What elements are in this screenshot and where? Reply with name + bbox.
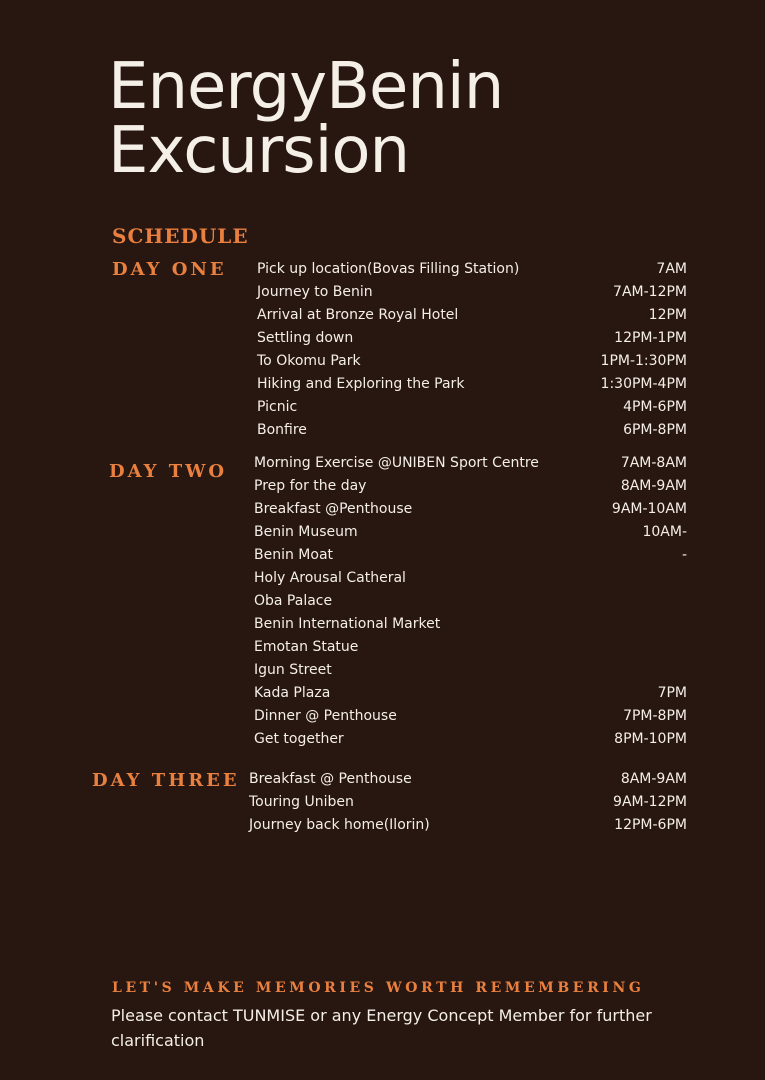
schedule-row [254, 659, 687, 682]
schedule-activity: Dinner @ Penthouse [254, 708, 397, 724]
schedule-time: 10AM- [642, 524, 687, 540]
schedule-row [254, 636, 687, 659]
schedule-time: 1:30PM-4PM [600, 376, 687, 392]
schedule-time: 1PM-1:30PM [600, 353, 687, 369]
schedule-heading: SCHEDULE [112, 224, 249, 248]
schedule-activity: Holy Arousal Catheral [254, 570, 406, 586]
schedule-time: 12PM-1PM [614, 330, 687, 346]
schedule-time: 8PM-10PM [614, 731, 687, 747]
day-three-label: DAY THREE [92, 770, 240, 791]
schedule-row [257, 396, 687, 419]
schedule-row [254, 613, 687, 636]
schedule-activity: Breakfast @ Penthouse [249, 771, 412, 787]
schedule-activity: Prep for the day [254, 478, 367, 494]
schedule-row [257, 327, 687, 350]
day-two-label: DAY TWO [109, 461, 228, 482]
schedule-row [254, 705, 687, 728]
schedule-row [249, 814, 687, 837]
schedule-row [249, 768, 687, 791]
schedule-activity: Kada Plaza [254, 685, 331, 701]
schedule-time: - [681, 547, 687, 563]
schedule-time: 7PM [657, 685, 687, 701]
schedule-activity: Breakfast @Penthouse [254, 501, 413, 517]
schedule-row [254, 521, 687, 544]
schedule-activity: Benin International Market [254, 616, 441, 632]
title-line-1: EnergyBenin [108, 50, 504, 124]
day-two-schedule [254, 452, 687, 751]
schedule-row [254, 452, 687, 475]
schedule-activity: Journey to Benin [257, 284, 373, 300]
schedule-row [254, 682, 687, 705]
schedule-time: 6PM-8PM [623, 422, 687, 438]
schedule-time: 8AM-9AM [620, 478, 687, 494]
tagline: LET'S MAKE MEMORIES WORTH REMEMBERING [112, 980, 645, 996]
schedule-activity: Benin Moat [254, 547, 334, 563]
page-title [108, 50, 504, 188]
schedule-activity: Arrival at Bronze Royal Hotel [257, 307, 459, 323]
schedule-time: 12PM [648, 307, 687, 323]
schedule-activity: To Okomu Park [257, 353, 361, 369]
day-three-schedule [249, 768, 687, 837]
schedule-activity: Emotan Statue [254, 639, 359, 655]
schedule-row [249, 791, 687, 814]
schedule-time: 4PM-6PM [623, 399, 687, 415]
schedule-time: 7AM [656, 261, 687, 277]
schedule-row [254, 475, 687, 498]
schedule-row [254, 728, 687, 751]
schedule-row [254, 498, 687, 521]
schedule-activity: Get together [254, 731, 344, 747]
schedule-row [257, 304, 687, 327]
schedule-activity: Benin Museum [254, 524, 358, 540]
title-line-2: Excursion [108, 114, 410, 188]
schedule-activity: Picnic [257, 399, 298, 415]
schedule-time: 7AM-12PM [613, 284, 687, 300]
schedule-activity: Igun Street [254, 662, 332, 678]
schedule-activity: Touring Uniben [249, 794, 354, 810]
schedule-activity: Oba Palace [254, 593, 333, 609]
schedule-row [257, 373, 687, 396]
schedule-time: 7AM-8AM [620, 455, 687, 471]
schedule-activity: Bonfire [257, 422, 307, 438]
schedule-time: 12PM-6PM [614, 817, 687, 833]
schedule-row [254, 567, 687, 590]
schedule-row [257, 350, 687, 373]
schedule-activity: Morning Exercise @UNIBEN Sport Centre [254, 455, 539, 471]
schedule-activity: Settling down [257, 330, 354, 346]
schedule-time: 8AM-9AM [620, 771, 687, 787]
schedule-row [254, 590, 687, 613]
schedule-activity: Journey back home(Ilorin) [249, 817, 430, 833]
schedule-row [254, 544, 687, 567]
contact-note: Please contact TUNMISE or any Energy Concept Member for further clarification [111, 1006, 652, 1050]
schedule-activity: Pick up location(Bovas Filling Station) [257, 261, 520, 277]
day-one-schedule [257, 258, 687, 442]
schedule-time: 9AM-12PM [613, 794, 687, 810]
schedule-row [257, 281, 687, 304]
day-one-label: DAY ONE [112, 259, 227, 280]
schedule-activity: Hiking and Exploring the Park [257, 376, 465, 392]
schedule-row [257, 258, 687, 281]
schedule-time: 7PM-8PM [623, 708, 687, 724]
schedule-time: 9AM-10AM [611, 501, 687, 517]
schedule-row [257, 419, 687, 442]
